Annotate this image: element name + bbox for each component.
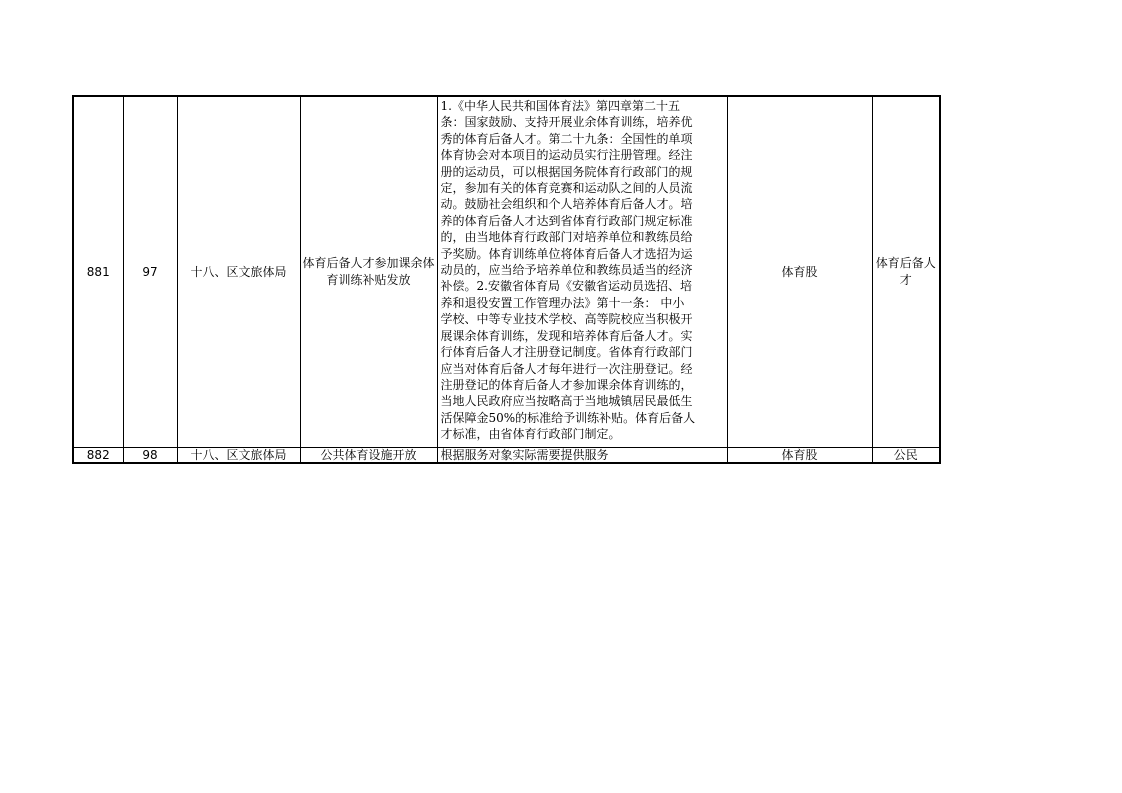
service-table [72, 95, 941, 464]
serial-cell: 881 [73, 96, 123, 447]
basis-cell: 1.《中华人民共和国体育法》第四章第二十五 条：国家鼓励、支持开展业余体育训练，培养优 秀的体育后备人才。第二十九条：全国性的单项 体育协会对本项目的运动员实行注册管理。经注 册的运动员，可以根据国务院体育行政部门的规 定，参加有关的体育竞赛和运动队之间的人员流 动。鼓励社会组织和个人培养体育后备人才。培 养的体育后备人才达到省体育行政部门规定标准 的，由当地体育行政部门对培养单位和教练员给 予奖励。体育训练单位将体育后备人才选招为运 动员的，应当给予培养单位和教练员适当的经济 补偿。2.安徽省体育局《安徽省运动员选招、培 养和退役安置工作管理办法》第十一条： 中小 学校、中等专业技术学校、高等院校应当积极开 展课余体育训练，发现和培养体育后备人才。实 行体育后备人才注册登记制度。省体育行政部门 应当对体育后备人才每年进行一次注册登记。经 注册登记的体育后备人才参加课余体育训练的， 当地人民政府应当按略高于当地城镇居民最低生 活保障金50%的标准给予训练补贴。体育后备人 才标准，由省体育行政部门制定。 [437, 96, 727, 447]
department-cell: 十八、区文旅体局 [177, 447, 300, 463]
item-number-cell: 97 [123, 96, 177, 447]
serial-cell: 882 [73, 447, 123, 463]
responsible-unit-cell: 体育股 [727, 96, 872, 447]
table-row [73, 447, 940, 463]
basis-cell: 根据服务对象实际需要提供服务 [437, 447, 727, 463]
item-name-cell: 公共体育设施开放 [300, 447, 437, 463]
service-target-cell: 体育后备人才 [872, 96, 940, 447]
table-row [73, 96, 940, 447]
responsible-unit-cell: 体育股 [727, 447, 872, 463]
department-cell: 十八、区文旅体局 [177, 96, 300, 447]
item-name-cell: 体育后备人才参加课余体育训练补贴发放 [300, 96, 437, 447]
service-target-cell: 公民 [872, 447, 940, 463]
item-number-cell: 98 [123, 447, 177, 463]
